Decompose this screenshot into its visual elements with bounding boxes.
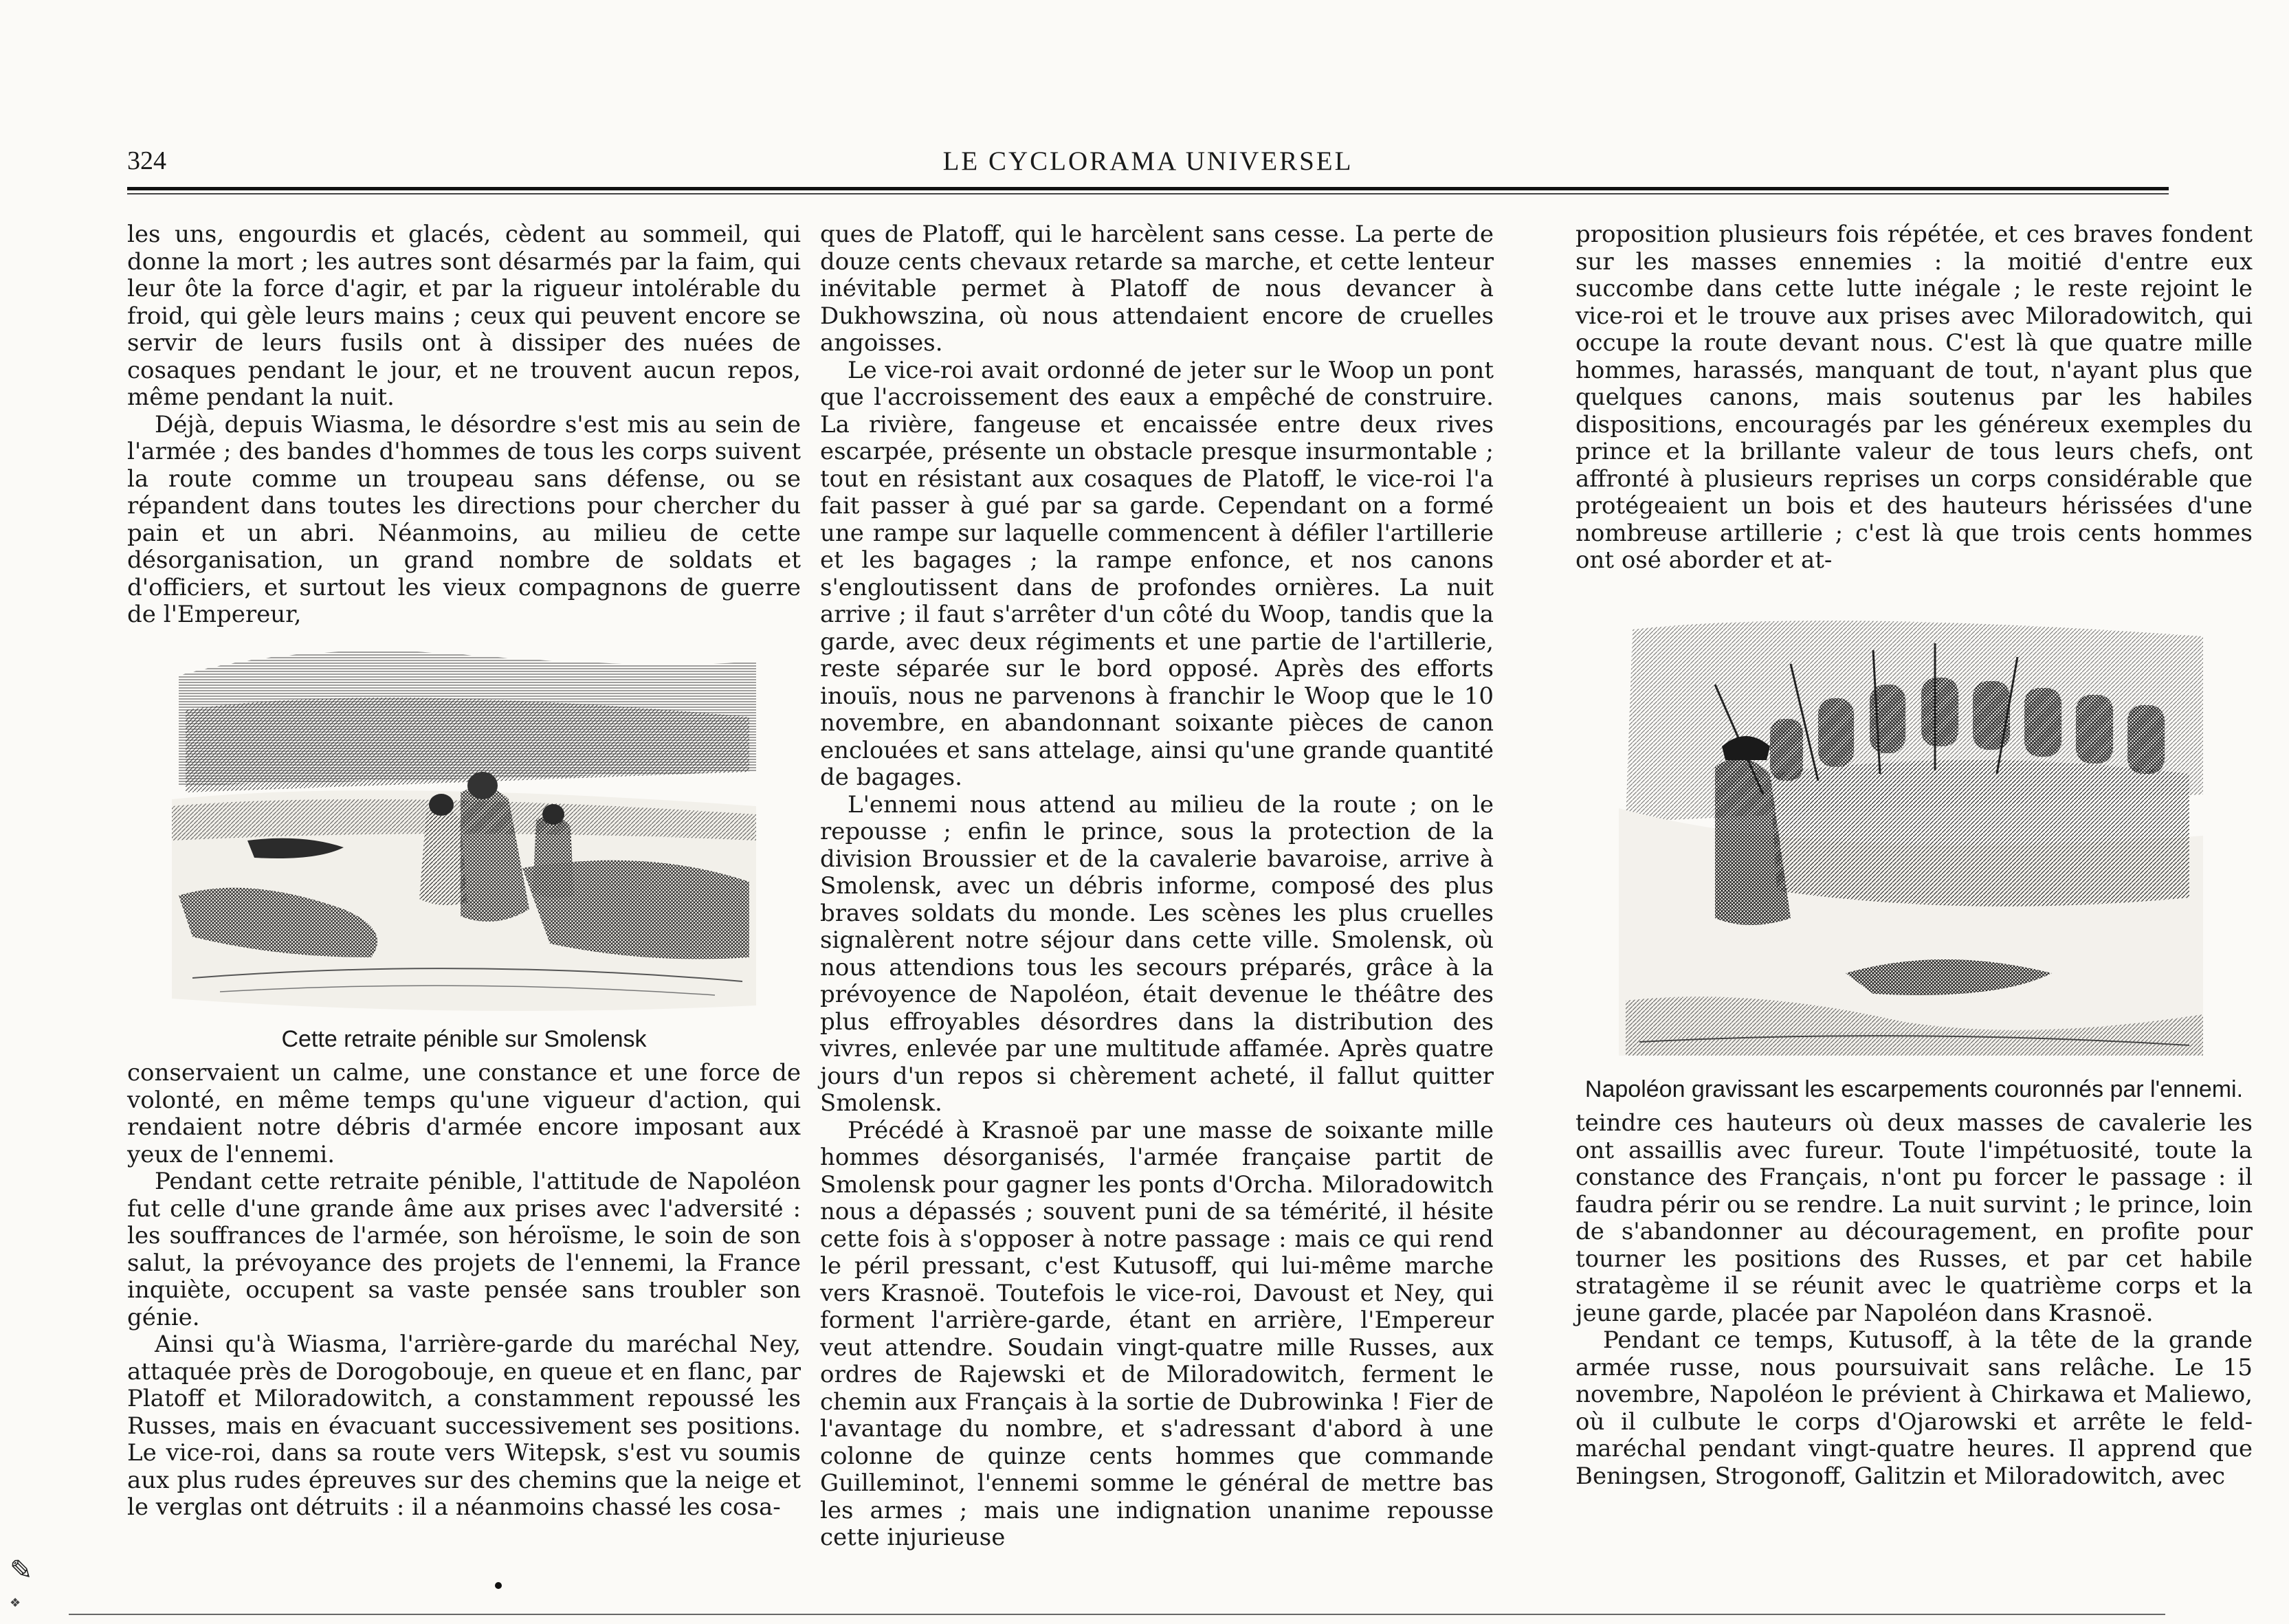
paragraph: L'ennemi nous attend au milieu de la route ; on le repousse ; enfin le prince, sous la protection de la division Broussier et de la cavalerie bavaroise, arrive à Smolensk, avec un débris informe, composé des plus braves soldats du monde. Les scènes les plus cruelles signalèrent notre séjour dans cette ville. Smolensk, où nous attendions tous les secours préparés, grâce à la prévoyence de Napoléon, était devenue le théâtre des plus effroyables désordres dans la distribution des vivres, enlevée par une multitude affamée. Après quatre jours d'un repos si chèrement acheté, il fallut quitter Smolensk. — [820, 790, 1494, 1117]
figure-caption: Napoléon gravissant les escarpements couronnés par l'ennemi. — [1584, 1076, 2244, 1102]
column-3 — [1575, 221, 2253, 1490]
running-title: LE CYCLORAMA UNIVERSEL — [942, 146, 1353, 176]
page-number: 324 — [127, 146, 166, 175]
printer-mark-small: ❖ — [10, 1596, 21, 1610]
paragraph: ques de Platoff, qui le harcèlent sans cesse. La perte de douze cents chevaux retarde sa marche, et cette lenteur inévitable permet à Platoff de nous devancer à Dukhowszina, où nous attendaient encore de cruelles angoisses. — [820, 221, 1494, 357]
paragraph: conservaient un calme, une constance et une force de volonté, en même temps qu'une vigueur d'action, qui rendaient notre débris d'armée encore imposant aux yeux de l'ennemi. — [127, 1059, 801, 1168]
bottom-rule — [69, 1614, 2165, 1615]
figure-caption: Cette retraite pénible sur Smolensk — [281, 1025, 647, 1052]
header-rule-thin — [127, 193, 2169, 194]
column-1 — [127, 221, 801, 1522]
column-2 — [820, 221, 1494, 1552]
engraving-napoleon-illustration — [1612, 602, 2217, 1069]
paragraph: teindre ces hauteurs où deux masses de cavalerie les ont assaillis avec fureur. Toute l'impétuosité, toute la constance des Français, n'ont pu forcer le passage : il faudra périr ou se rendre. La nuit survint ; le prince, loin de s'abandonner au découragement, en profite pour tourner les positions des Russes, et par cet habile stratagème il se réunit avec le quatrième corps et la jeune garde, placée par Napoléon dans Krasnoë. — [1575, 1109, 2253, 1327]
paragraph: les uns, engourdis et glacés, cèdent au sommeil, qui donne la mort ; les autres sont désarmés par la faim, qui leur ôte la force d'agir, et par la rigueur intolérable du froid, qui gèle leurs mains ; ceux qui peuvent encore se servir de leurs fusils ont à dissiper des nuées de cosaques pendant le jour, et ne trouvent aucun repos, même pendant la nuit. — [127, 221, 801, 411]
paragraph: Pendant ce temps, Kutusoff, à la tête de la grande armée russe, nous poursuivait sans relâche. Le 15 novembre, Napoléon le prévient à Chirkawa et Maliewo, où il culbute le corps d'Ojarowski et arrête le feld-maréchal pendant vingt-quatre heures. Il apprend que Beningsen, Strogonoff, Galitzin et Miloradowitch, avec — [1575, 1326, 2253, 1490]
page-header — [127, 146, 2169, 187]
header-rule-thick — [127, 187, 2169, 190]
ink-dot — [495, 1582, 502, 1589]
paragraph: Le vice-roi avait ordonné de jeter sur le Woop un pont que l'accroissement des eaux a empêché de construire. La rivière, fangeuse et encaissée entre deux rives escarpée, présente un obstacle presque insurmontable ; tout en résistant aux cosaques de Platoff, le vice-roi l'a fait passer à gué par sa garde. Cependant on a formé une rampe sur laquelle commencent à défiler l'artillerie et les bagages ; la rampe enfonce, et nos canons s'engloutissent dans de profondes ornières. La nuit arrive ; il faut s'arrêter d'un côté du Woop, tandis que la garde, avec deux régiments et une partie de l'artillerie, reste séparée sur le bord opposé. Après des efforts inouïs, nous ne parvenons à franchir le Woop que le 10 novembre, en abandonnant soixante pièces de canon enclouées et sans attelage, ainsi qu'une grande quantité de bagages. — [820, 356, 1494, 791]
figure-retreat-smolensk — [127, 634, 801, 1054]
paragraph: Ainsi qu'à Wiasma, l'arrière-garde du maréchal Ney, attaquée près de Dorogobouje, en queue et en flanc, par Platoff et Miloradowitch, a constamment repoussé les Russes, mais en évacuant successivement ses positions. Le vice-roi, dans sa route vers Witepsk, s'est vu soumis aux plus rudes épreuves sur des chemins que la neige et le verglas ont détruits : il a néanmoins chassé les cosa- — [127, 1331, 801, 1521]
paragraph: Déjà, depuis Wiasma, le désordre s'est mis au sein de l'armée ; des bandes d'hommes de tous les corps suivent la route comme un troupeau sans défense, ou se répandent dans toutes les directions pour chercher du pain et un abri. Néanmoins, au milieu de cette désorganisation, un grand nombre de soldats et d'officiers, et surtout les vieux compagnons de guerre de l'Empereur, — [127, 410, 801, 628]
printer-mark-icon: ✎ — [10, 1555, 33, 1586]
paragraph: proposition plusieurs fois répétée, et ces braves fondent sur les masses ennemies : la moitié d'entre eux succombe dans cette lutte inégale ; le reste rejoint le vice-roi et le trouve aux prises avec Miloradowitch, qui occupe la route devant nous. C'est là que quatre mille hommes, harassés, manquant de tout, n'ayant plus que quelques canons, mais soutenus par les habiles dispositions, encouragés par les généreux exemples du prince et la brillante valeur de tous leurs chefs, ont affronté à plusieurs reprises un corps considérable que protégeaient un bois et des hauteurs hérissées d'une nombreuse artillerie ; c'est là que trois cents hommes ont osé aborder et at- — [1575, 221, 2253, 574]
engraving-retreat-illustration — [165, 634, 763, 1019]
paragraph: Pendant cette retraite pénible, l'attitude de Napoléon fut celle d'une grande âme aux prises avec l'adversité : les souffrances de l'armée, son héroïsme, le soin de son salut, la prévoyance des projets de l'ennemi, la France inquiète, occupent sa vaste pensée sans troubler son génie. — [127, 1168, 801, 1331]
figure-napoleon-escarpments — [1575, 602, 2253, 1104]
paragraph: Précédé à Krasnoë par une masse de soixante mille hommes désorganisés, l'armée française partit de Smolensk pour gagner les ponts d'Orcha. Miloradowitch nous a dépassés ; souvent puni de sa témérité, il hésite cette fois à s'opposer à notre passage : mais ce qui rend le péril pressant, c'est Kutusoff, qui lui-même marche vers Krasnoë. Toutefois le vice-roi, Davoust et Ney, qui forment l'arrière-garde, étant en arrière, l'Empereur veut attendre. Soudain vingt-quatre mille Russes, aux ordres de Rajewski et de Miloradowitch, ferment le chemin aux Français à la sortie de Dubrowinka ! Fier de l'avantage du nombre, et s'adressant d'abord à une colonne de quinze cents hommes que commande Guilleminot, l'ennemi somme le général de mettre bas les armes ; mais une indignation unanime repousse cette injurieuse — [820, 1116, 1494, 1551]
